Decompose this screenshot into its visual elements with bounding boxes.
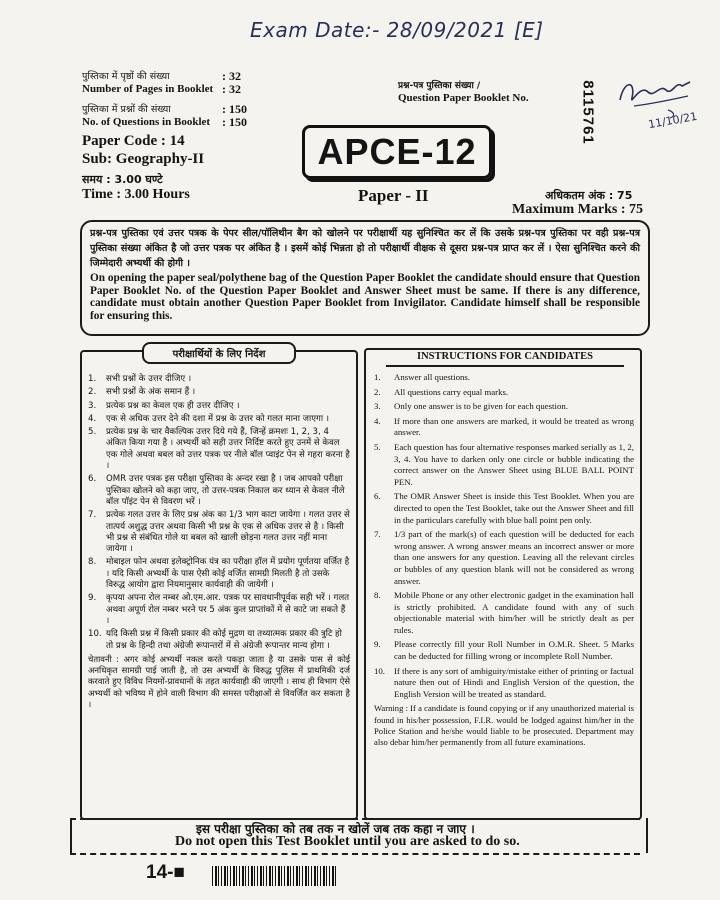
instruction-hi-item-10 <box>88 629 350 652</box>
instruction-hi-item-text: मोबाइल फोन अथवा इलेक्ट्रोनिक यंत्र का परीक्षा हॉल में प्रयोग पूर्णतया वर्जित है । यदि किसी अभ्यर्थी के पास ऐसी कोई वर्जित सामग्री मिलती है तो उसके विरुद्ध आयोग द्वारा नियमानुसार कार्यवाही की जायेगी । <box>106 557 350 591</box>
instruction-en-item-5 <box>374 442 634 488</box>
instruction-hi-item-text: सभी प्रश्नों के उत्तर दीजिए । <box>106 374 192 384</box>
instruction-hi-item-number: 6. <box>88 474 97 485</box>
warning-english: Warning : If a candidate is found copying or if any unauthorized material is found in his/her possession, F.I.R. would be lodged against him/her in the Police Station and he/she would liable to be prosecuted. Department may also debar him/her permanently from all future examinations. <box>374 703 634 748</box>
instruction-en-item-1 <box>374 372 634 384</box>
instruction-en-item-9 <box>374 639 634 662</box>
instruction-hi-item-number: 4. <box>88 413 97 424</box>
instruction-en-item-8 <box>374 590 634 636</box>
instruction-hi-item-text: प्रत्येक प्रश्न का केवल एक ही उत्तर दीजिए । <box>106 400 240 411</box>
instruction-en-item-number: 5. <box>374 441 381 452</box>
instruction-hi-item-8 <box>88 557 350 591</box>
booklet-meta <box>82 70 282 203</box>
instruction-hi-item-text: एक से अधिक उत्तर देने की दशा में प्रश्न के उत्तर को गलत माना जाएगा । <box>106 413 330 424</box>
instruction-en-item-text: If there is any sort of ambiguity/mistake either of printing or factual nature then out of Hindi and English Version of the question, the English Version will be treated as standard. <box>394 665 634 699</box>
questions-label-hi: पुस्तिका में प्रश्नों की संख्या <box>82 104 171 115</box>
instruction-en-item-text: Each question has four alternative responses marked serially as 1, 2, 3, 4. You have to darken only one circle or bubble indicating the correct answer on the Answer Sheet using BLUE BALL POINT PEN. <box>394 441 634 487</box>
instruction-hi-item-number: 2. <box>88 387 97 398</box>
instruction-hi-item-text: यदि किसी प्रश्न में किसी प्रकार की कोई मुद्रण या तथ्यात्मक प्रकार की त्रुटि हो तो प्रश्न के हिन्दी तथा अंग्रेजी रूपान्तरों में से अंग्रेजी रूपान्तर मान्य होगा । <box>106 629 342 651</box>
exam-code-box: APCE-12 <box>302 125 492 179</box>
instruction-hi-item-2 <box>88 387 350 398</box>
footer-right-bracket <box>638 818 648 853</box>
instruction-hi-item-7 <box>88 510 350 555</box>
max-marks-en: Maximum Marks : 75 <box>512 202 644 217</box>
instructions-english-list <box>374 372 634 700</box>
instruction-hi-item-9 <box>88 593 350 627</box>
instruction-hi-item-3 <box>88 401 350 412</box>
instruction-en-item-number: 4. <box>374 415 381 426</box>
instruction-en-item-text: All questions carry equal marks. <box>394 386 509 397</box>
pages-label-hi: पुस्तिका में पृष्ठों की संख्या <box>82 71 170 82</box>
instruction-hi-item-number: 1. <box>88 374 97 384</box>
instruction-hi-item-number: 8. <box>88 557 97 568</box>
instruction-en-item-number: 9. <box>374 639 381 650</box>
instruction-en-item-text: The OMR Answer Sheet is inside this Test Booklet. When you are directed to open the Test Booklet, take out the Answer Sheet and fill in the particulars carefully with blue ball point pen only. <box>394 491 634 525</box>
footer-page-code: 14-■ <box>146 862 185 883</box>
instruction-hi-item-text: OMR उत्तर पत्रक इस परीक्षा पुस्तिका के अन्दर रखा है । जब आपको परीक्षा पुस्तिका खोलने को कहा जाए, तो उत्तर-पत्रक निकाल कर ध्यान से केवल नीले बॉल पॉइंट पेन से विवरण भरें । <box>106 474 345 507</box>
notice-box <box>80 220 650 336</box>
instruction-en-item-4 <box>374 416 634 439</box>
max-marks-hi: अधिकतम अंक : 75 <box>545 189 633 202</box>
footer-hindi: इस परीक्षा पुस्तिका को तब तक न खोलें जब तक कहा न जाए । <box>196 822 475 836</box>
time-hi: समय : 3.00 घण्टे <box>82 173 163 186</box>
instruction-hi-item-text: कृपया अपना रोल नम्बर ओ.एम.आर. पत्रक पर सावधानीपूर्वक सही भरें । गलत अथवा अपूर्ण रोल नम्बर भरने पर 5 अंक कुल प्राप्तांकों में से काटे जा सकते हैं । <box>106 593 350 626</box>
instruction-en-item-number: 10. <box>374 665 385 676</box>
serial-number: 8115761 <box>579 80 597 145</box>
questions-value: : 150 <box>222 102 247 116</box>
instruction-en-item-text: Answer all questions. <box>394 372 470 382</box>
instructions-hindi-title: परीक्षार्थियों के लिए निर्देश <box>142 342 296 364</box>
instruction-hi-item-text: प्रत्येक गलत उत्तर के लिए प्रश्न अंक का 1/3 भाग काटा जायेगा । गलत उत्तर से तात्पर्य अशुद्ध उत्तर अथवा किसी भी प्रश्न के एक से अधिक उत्तर से है । किसी भी प्रश्न से संबंधित गोले या बबल को खाली छोड़ना गलत उत्तर नहीं माना जायेगा । <box>106 510 350 555</box>
signature-date: 11/10/21 <box>647 109 699 132</box>
instruction-en-item-text: If more than one answers are marked, it would be treated as wrong answer. <box>394 415 634 438</box>
instruction-hi-item-number: 9. <box>88 593 97 604</box>
instruction-en-item-number: 8. <box>374 590 381 601</box>
instructions-hindi-box <box>80 350 358 820</box>
instruction-en-item-7 <box>374 529 634 587</box>
footer-bottom-rule <box>70 853 640 855</box>
qpbn-label-en: Question Paper Booklet No. <box>398 92 529 104</box>
notice-hindi: प्रश्न-पत्र पुस्तिका एवं उत्तर पत्रक के पेपर सील/पॉलिथीन बैग को खोलने पर परीक्षार्थी यह सुनिश्चित कर लें कि उसके प्रश्न-पत्र पुस्तिका पर वही प्रश्न-पत्र पुस्तिका संख्या अंकित है जो उत्तर पत्रक पर अंकित है । इसमें कोई भिन्नता हो तो परीक्षार्थी वीक्षक से दूसरा प्रश्न-पत्र प्राप्त कर लें । ऐसा सुनिश्चित करने की जिम्मेदारी अभ्यर्थी की होगी । <box>90 228 640 269</box>
paper-number: Paper - II <box>358 186 429 205</box>
questions-value-2: : 150 <box>222 115 247 129</box>
pages-value-2: : 32 <box>222 82 241 96</box>
instruction-hi-item-number: 10. <box>88 629 102 640</box>
subject: Sub: Geography-II <box>82 151 205 167</box>
footer-left-bracket <box>70 818 80 853</box>
time-en: Time : 3.00 Hours <box>82 187 190 202</box>
instruction-en-item-text: 1/3 part of the mark(s) of each question will be deducted for each wrong answer. A wrong answer means an incorrect answer or more than one answers for any question. Leaving all the relevant circles or bubbles of any question blank will not be considered as wrong answer. <box>394 529 634 586</box>
instruction-hi-item-text: प्रत्येक प्रश्न के चार वैकल्पिक उत्तर दिये गये हैं, जिन्हें क्रमशः 1, 2, 3, 4 अंकित किया गया है । अभ्यर्थी को सही उत्तर निर्दिष्ट करते हुए उनमें से केवल एक गोले अथवा बबल को उत्तर पत्रक पर नीले बॉल प्वाइंट पेन से गहरा करना है । <box>106 427 350 472</box>
instruction-en-item-number: 1. <box>374 372 381 382</box>
instruction-en-item-2 <box>374 387 634 399</box>
pages-label-en: Number of Pages in Booklet <box>82 83 214 95</box>
instructions-english-box <box>364 348 642 820</box>
instruction-en-item-number: 3. <box>374 401 381 412</box>
instruction-en-item-text: Only one answer is to be given for each question. <box>394 401 568 412</box>
barcode <box>212 866 336 886</box>
instruction-en-item-6 <box>374 491 634 526</box>
instruction-en-item-number: 6. <box>374 491 381 502</box>
instruction-hi-item-1 <box>88 374 350 385</box>
instruction-hi-item-number: 5. <box>88 427 97 438</box>
instruction-hi-item-text: सभी प्रश्नों के अंक समान हैं । <box>106 387 196 398</box>
instructions-hindi-list <box>88 374 350 652</box>
instruction-en-item-text: Mobile Phone or any other electronic gadget in the examination hall is strictly prohibited. A candidate found with any of such objectionable material with him/her will be strictly dealt as per rules. <box>394 590 634 635</box>
instruction-hi-item-number: 3. <box>88 400 97 411</box>
qpbn-label-hi: प्रश्न-पत्र पुस्तिका संख्या / <box>398 81 481 91</box>
notice-english: On opening the paper seal/polythene bag of the Question Paper Booklet the candidate should ensure that Question Paper Booklet No. of the Question Paper Booklet and Answer Sheet must be same. If there is any difference, candidate must obtain another Question Paper Booklet from Invigilator. Candidate himself shall be responsible for ensuring this. <box>90 272 640 322</box>
instruction-hi-item-6 <box>88 474 350 508</box>
warning-hindi: चेतावनी : अगर कोई अभ्यर्थी नकल करते पकड़ा जाता है या उसके पास से कोई अनधिकृत सामग्री पाई जाती है, तो उस अभ्यर्थी के विरुद्ध पुलिस में प्राथमिकी दर्ज करवाते हुए विविध नियमों-प्रावधानों के तहत कार्यवाही की जाएगी । साथ ही विभाग ऐसे अभ्यर्थी को भविष्य में होने वाली विभाग की समस्त परीक्षाओं से विवर्जित कर सकता है । <box>88 653 350 710</box>
instruction-en-item-3 <box>374 401 634 413</box>
instruction-hi-item-4 <box>88 414 350 425</box>
paper-code: Paper Code : 14 <box>82 133 185 149</box>
instruction-hi-item-5 <box>88 427 350 472</box>
instruction-en-item-number: 7. <box>374 529 381 540</box>
footer-english: Do not open this Test Booklet until you are asked to do so. <box>175 834 520 849</box>
handwritten-exam-date: Exam Date:- 28/09/2021 [E] <box>250 18 544 42</box>
instruction-en-item-10 <box>374 666 634 701</box>
instruction-en-item-number: 2. <box>374 386 381 397</box>
instruction-en-item-text: Please correctly fill your Roll Number in O.M.R. Sheet. 5 Marks can be deducted for filling wrong or incomplete Roll Number. <box>394 639 634 662</box>
instruction-hi-item-number: 7. <box>88 510 97 521</box>
pages-value: : 32 <box>222 69 241 83</box>
instructions-english-title: INSTRUCTIONS FOR CANDIDATES <box>386 348 624 367</box>
questions-label-en: No. of Questions in Booklet <box>82 116 211 128</box>
